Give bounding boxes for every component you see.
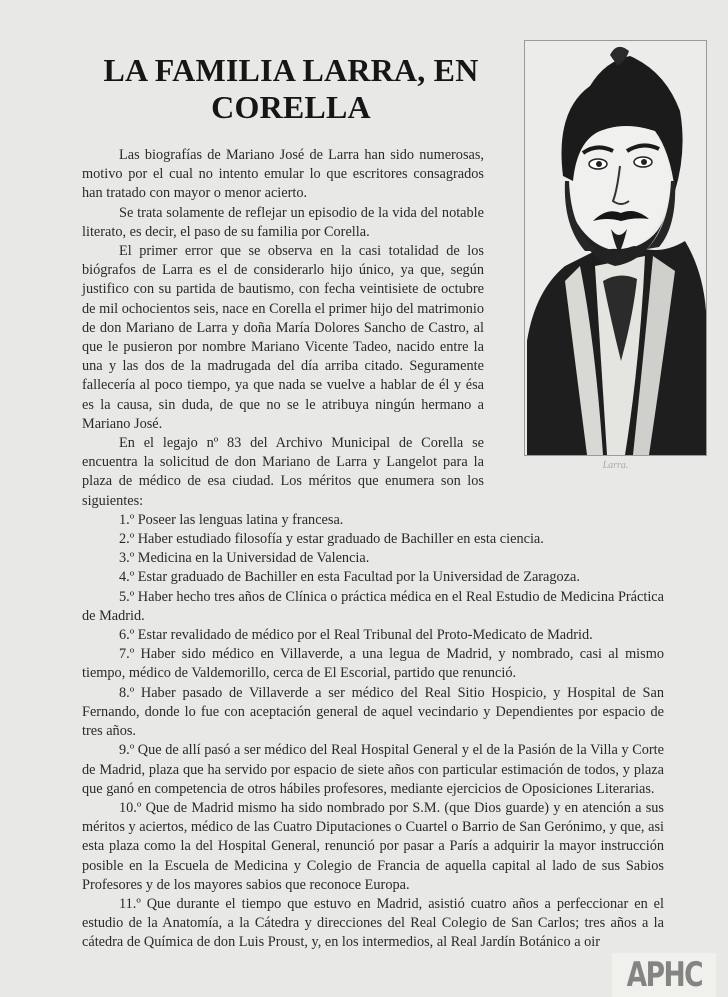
merit-item: 5.º Haber hecho tres años de Clínica o práctica médica en el Real Estudio de Medicina Práctica de Madrid. bbox=[82, 588, 664, 624]
portrait-engraving-icon bbox=[525, 41, 706, 455]
merit-item: 8.º Haber pasado de Villaverde a ser médico del Real Sitio Hospicio, y Hospital de San Fernando, donde lo fue con aceptación general de aquel vecindario y Dependientes por espacio de tres años. bbox=[82, 684, 664, 740]
merit-item: 3.º Medicina en la Universidad de Valencia. bbox=[119, 550, 370, 567]
merit-item: 9.º Que de allí pasó a ser médico del Real Hospital General y el de la Pasión de la Villa y Corte de Madrid, plaza que ha servido por espacio de siete años con particular estimación de todos, y plaza que ganó en competencia de otros hábiles profesores, mediante ejercicios de Oposiciones Literarias. bbox=[82, 742, 664, 797]
paragraph: El primer error que se observa en la casi totalidad de los biógrafos de Larra es el de considerarlo hijo único, ya que, según justifico con su partida de bautismo, con fecha veintisiete de octubre de mil ochocientos seis, nace en Corella el primer hijo del matrimonio de don Mariano de Larra y doña María Dolores Sancho de Castro, al que le pusieron por nombre Mariano Vicente Tadeo, nacido entre la una y las dos de la madrugada del día arriba citado. Seguramente fallecería al poco tiempo, ya que nada se vuelve a hablar de él y ésa es la causa, sin duda, de que no se le atribuya ningún hermano a Mariano José. bbox=[82, 243, 484, 432]
merit-item: 7.º Haber sido médico en Villaverde, a una legua de Madrid, y nombrado, casi al mismo tiempo, médico de Valdemorillo, cerca de El Escorial, partido que renunció. bbox=[82, 646, 664, 682]
merit-item: 1.º Poseer las lenguas latina y francesa. bbox=[119, 511, 344, 528]
article-title: LA FAMILIA LARRA, EN CORELLA bbox=[103, 52, 479, 125]
merit-item: 11.º Que durante el tiempo que estuvo en Madrid, asistió cuatro años a perfeccionar en el estudio de la Anatomía, a la Cátedra y direcciones del Real Colegio de San Carlos; tres años a la cátedra de Química de don Luis Proust, y, en los intermedios, al Real Jardín Botánico a oir bbox=[82, 895, 664, 951]
portrait-caption: Larra. bbox=[602, 460, 629, 471]
aphc-watermark bbox=[612, 953, 716, 997]
merit-item: 2.º Haber estudiado filosofía y estar graduado de Bachiller en esta ciencia. bbox=[119, 531, 544, 548]
watermark-logo: APHC bbox=[626, 955, 702, 995]
merit-item: 4.º Estar graduado de Bachiller en esta Facultad por la Universidad de Zaragoza. bbox=[119, 569, 580, 586]
portrait-image bbox=[524, 40, 707, 456]
paragraph: Se trata solamente de reflejar un episodio de la vida del notable literato, es decir, el paso de su familia por Corella. bbox=[82, 204, 484, 240]
merit-item: 6.º Estar revalidado de médico por el Real Tribunal del Proto-Medicato de Madrid. bbox=[119, 627, 593, 644]
portrait-figure bbox=[524, 40, 707, 472]
paragraph: Las biografías de Mariano José de Larra han sido numerosas, motivo por el cual no intento emular lo que escritores consagrados han tratado con mayor o menor acierto. bbox=[82, 147, 484, 202]
article-body bbox=[82, 40, 707, 953]
intro-column bbox=[82, 146, 484, 511]
merits-list bbox=[82, 511, 664, 953]
paragraph: En el legajo nº 83 del Archivo Municipal de Corella se encuentra la solicitud de don Mariano de Larra y Langelot para la plaza de médico de esa ciudad. Los méritos que enumera son los siguientes: bbox=[82, 435, 484, 509]
merit-item: 10.º Que de Madrid mismo ha sido nombrado por S.M. (que Dios guarde) y en atención a sus méritos y aciertos, médico de las Cuatro Diputaciones o Cuartel o Barrio de San Gerónimo, y que, asi esta plaza como la del Hospital General, renunció por pasar a París a adquirir la mayor instrucción posible en la Escuela de Medicina y Colegio de Francia de aquella capital al lado de sus Sabios Profesores y de los mayores sabios que reconoce Europa. bbox=[82, 799, 664, 893]
